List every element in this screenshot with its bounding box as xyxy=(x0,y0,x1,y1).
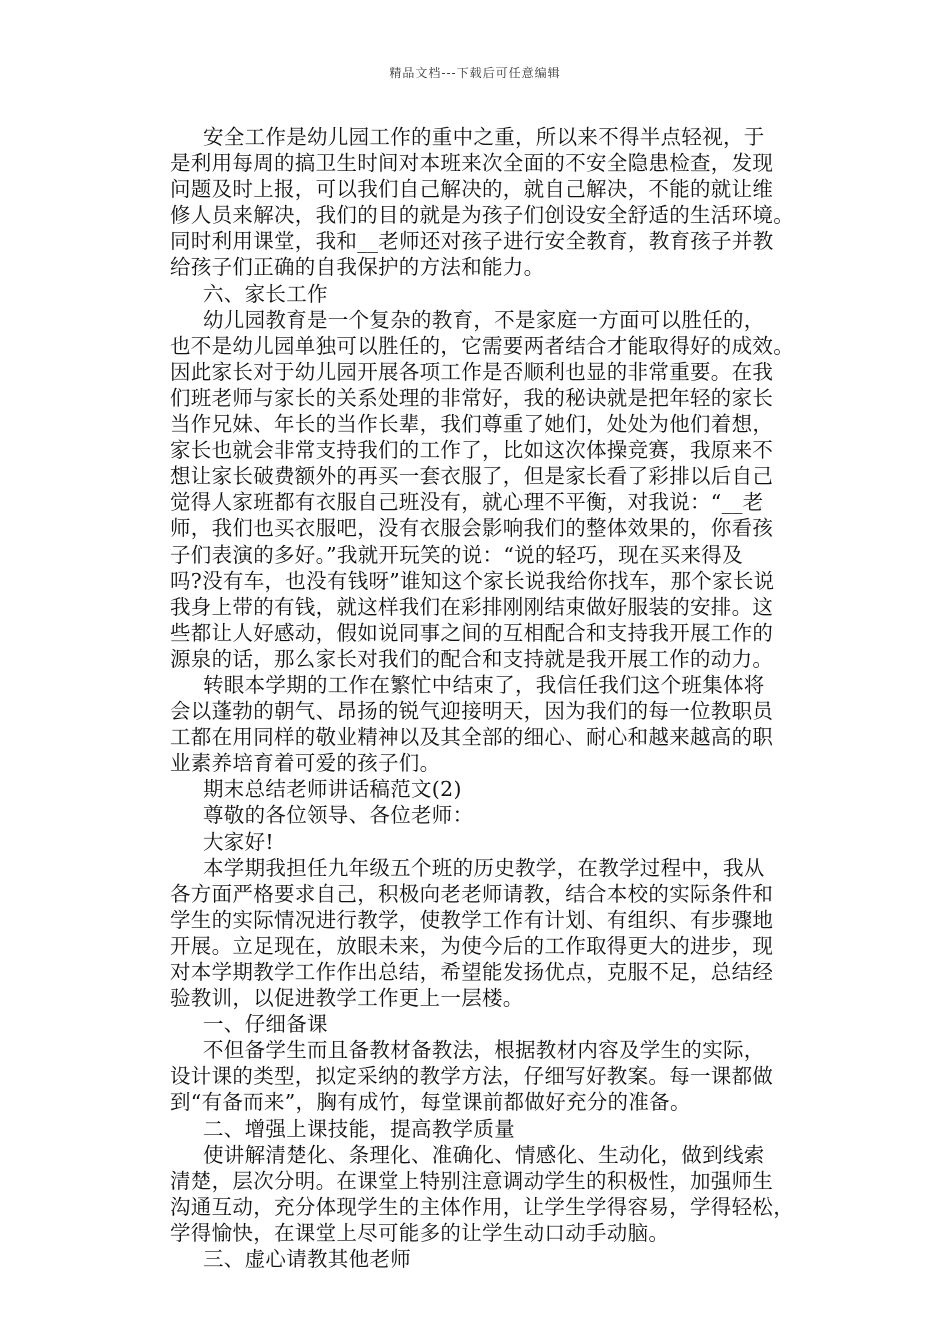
text-line: 清楚，层次分明。在课堂上特别注意调动学生的积极性，加强师生 xyxy=(170,1168,774,1193)
text-line: 些都让人好感动，假如说同事之间的互相配合和支持我开展工作的 xyxy=(170,620,774,645)
text-line: 转眼本学期的工作在繁忙中结束了，我信任我们这个班集体将 xyxy=(203,672,765,697)
page-header: 精品文档---下载后可任意编辑 xyxy=(389,66,561,80)
text-line: 各方面严格要求自己，积极向老老师请教，结合本校的实际条件和 xyxy=(170,881,774,906)
text-line: 六、家长工作 xyxy=(203,281,328,306)
text-line: 到“有备而来”，胸有成竹，每堂课前都做好充分的准备。 xyxy=(170,1090,691,1115)
text-line: 本学期我担任九年级五个班的历史教学，在教学过程中，我从 xyxy=(203,855,765,880)
text-line: 工都在用同样的敬业精神以及其全部的细心、耐心和越来越高的职 xyxy=(170,725,774,750)
text-line: 同时利用课堂，我和__老师还对孩子进行安全教育，教育孩子并教 xyxy=(170,229,774,254)
text-line: 二、增强上课技能，提高教学质量 xyxy=(203,1116,515,1141)
text-line: 我身上带的有钱，就这样我们在彩排刚刚结束做好服装的安排。这 xyxy=(170,594,774,619)
text-line: 学得愉快，在课堂上尽可能多的让学生动口动手动脑。 xyxy=(170,1220,670,1245)
text-line: 开展。立足现在，放眼未来，为使今后的工作取得更大的进步，现 xyxy=(170,933,774,958)
text-line: 验教训，以促进教学工作更上一层楼。 xyxy=(170,986,524,1011)
text-line: 使讲解清楚化、条理化、准确化、情感化、生动化，做到线索 xyxy=(203,1142,765,1167)
text-line: 尊敬的各位领导、各位老师： xyxy=(203,803,474,828)
text-line: 安全工作是幼儿园工作的重中之重，所以来不得半点轻视，于 xyxy=(203,125,765,149)
text-line: 沟通互动，充分体现学生的主体作用，让学生学得容易，学得轻松， xyxy=(170,1194,794,1219)
text-line: 家长也就会非常支持我们的工作了，比如这次体操竞赛，我原来不 xyxy=(170,438,774,463)
text-line: 学生的实际情况进行教学，使教学工作有计划、有组织、有步骤地 xyxy=(170,907,774,932)
text-line: 问题及时上报，可以我们自己解决的，就自己解决，不能的就让维 xyxy=(170,177,774,202)
text-line: 当作兄妹、年长的当作长辈，我们尊重了她们，处处为他们着想， xyxy=(170,412,774,437)
text-line: 期末总结老师讲话稿范文(2) xyxy=(203,777,462,802)
document-body xyxy=(170,124,830,1272)
text-line: 吗?没有车，也没有钱呀”谁知这个家长说我给你找车，那个家长说 xyxy=(170,568,775,593)
text-line: 不但备学生而且备教材备教法，根据教材内容及学生的实际， xyxy=(203,1038,765,1063)
text-line: 业素养培育着可爱的孩子们。 xyxy=(170,751,441,776)
text-line: 一、仔细备课 xyxy=(203,1012,328,1037)
text-line: 子们表演的多好。”我就开玩笑的说：“说的轻巧，现在买来得及 xyxy=(170,542,743,567)
text-line: 修人员来解决，我们的目的就是为孩子们创设安全舒适的生活环境。 xyxy=(170,203,794,228)
text-line: 幼儿园教育是一个复杂的教育，不是家庭一方面可以胜任的， xyxy=(203,307,765,332)
text-line: 大家好! xyxy=(203,829,274,854)
text-line: 因此家长对于幼儿园开展各项工作是否顺利也显的非常重要。在我 xyxy=(170,359,774,384)
text-line: 师，我们也买衣服吧，没有衣服会影响我们的整体效果的，你看孩 xyxy=(170,516,774,541)
text-line: 三、虚心请教其他老师 xyxy=(203,1247,411,1272)
text-line: 对本学期教学工作作出总结，希望能发扬优点，克服不足，总结经 xyxy=(170,960,774,984)
text-line: 觉得人家班都有衣服自己班没有，就心理不平衡，对我说：“__老 xyxy=(170,490,764,515)
text-line: 想让家长破费额外的再买一套衣服了，但是家长看了彩排以后自己 xyxy=(170,464,774,489)
text-line: 源泉的话，那么家长对我们的配合和支持就是我开展工作的动力。 xyxy=(170,646,774,671)
text-line: 是利用每周的搞卫生时间对本班来次全面的不安全隐患检查，发现 xyxy=(170,151,774,176)
text-line: 也不是幼儿园单独可以胜任的，它需要两者结合才能取得好的成效。 xyxy=(170,333,794,358)
text-line: 设计课的类型，拟定采纳的教学方法，仔细写好教案。每一课都做 xyxy=(170,1064,774,1089)
text-line: 会以蓬勃的朝气、昂扬的锐气迎接明天，因为我们的每一位教职员 xyxy=(170,699,774,724)
text-line: 给孩子们正确的自我保护的方法和能力。 xyxy=(170,255,545,280)
text-line: 们班老师与家长的关系处理的非常好，我的秘诀就是把年轻的家长 xyxy=(170,385,774,410)
